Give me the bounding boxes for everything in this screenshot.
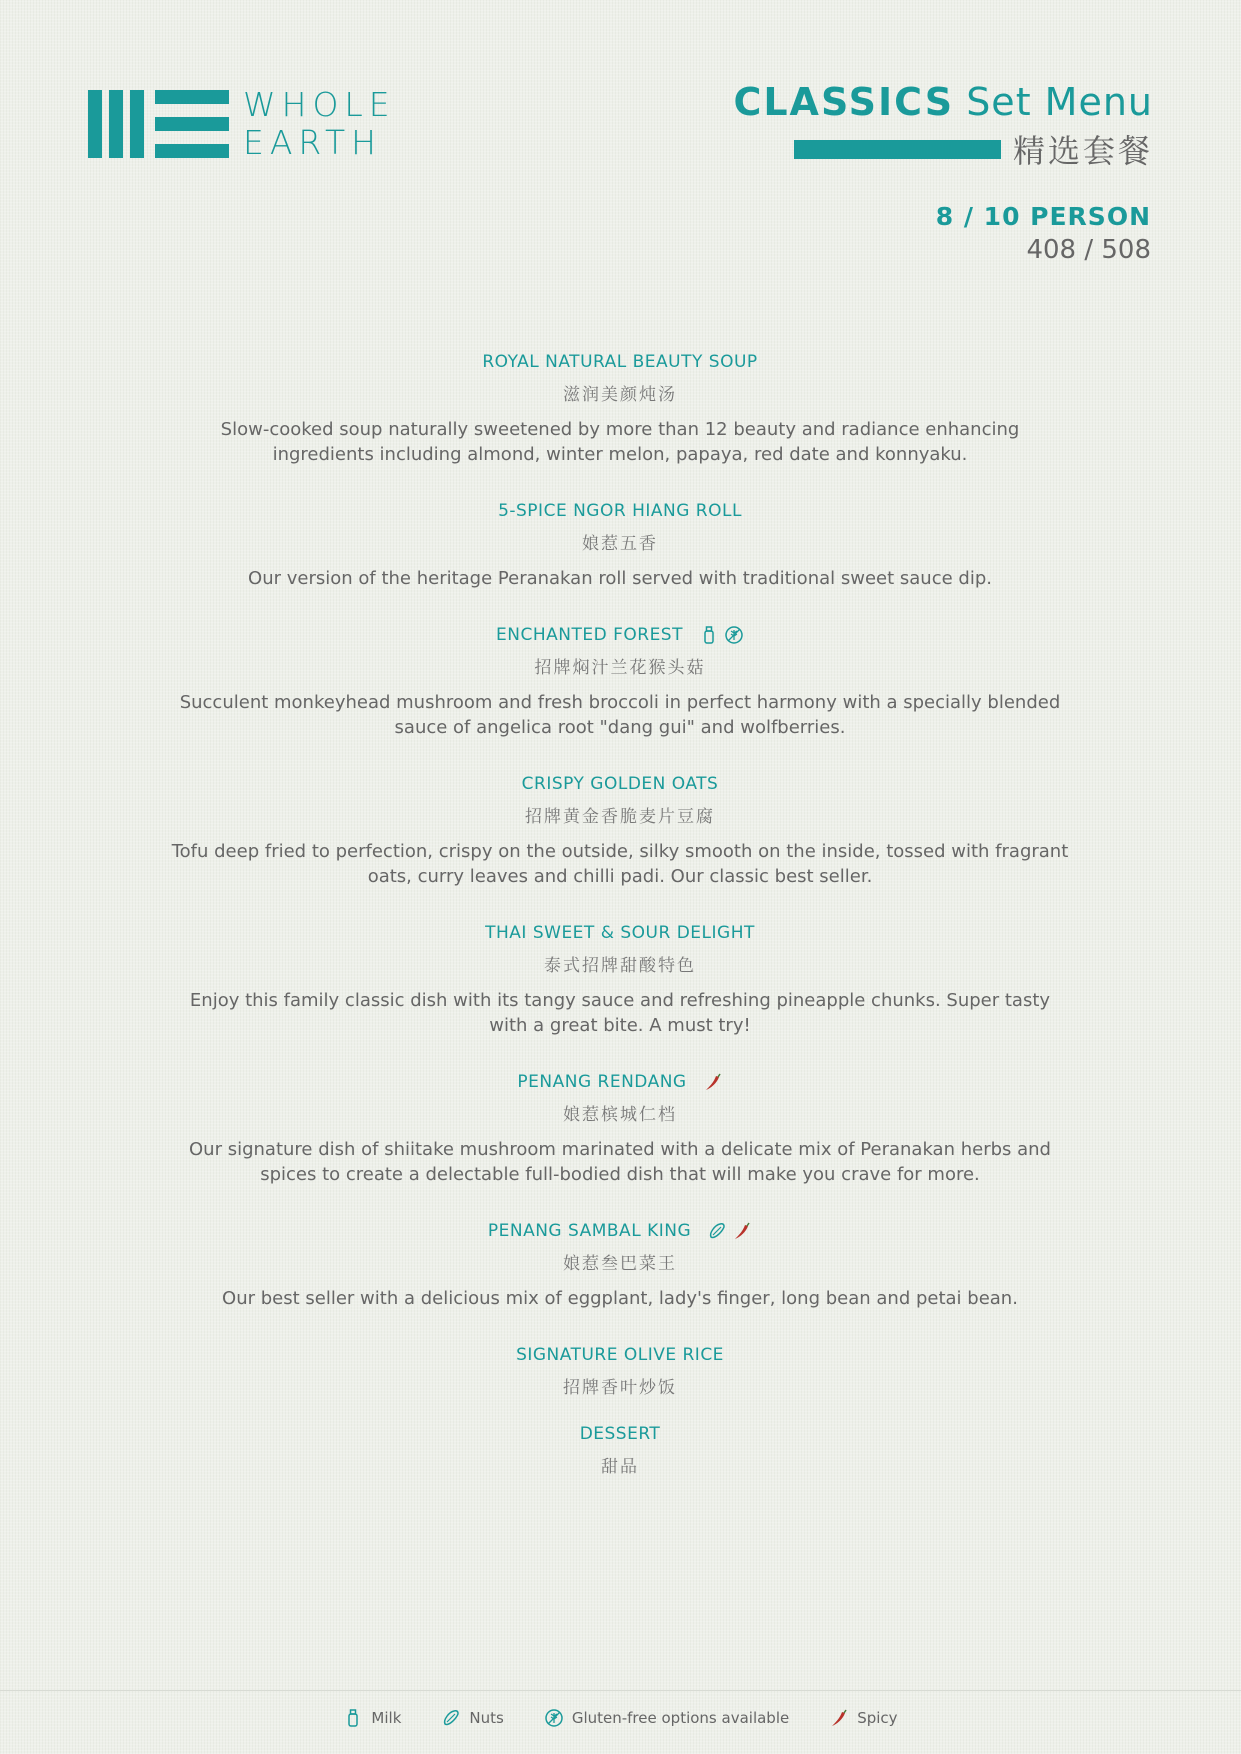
dish-icons <box>707 1221 752 1241</box>
dish-name: THAI SWEET & SOUR DELIGHT <box>485 923 755 943</box>
legend <box>0 1708 1241 1728</box>
brand-line-2: EARTH <box>243 123 382 162</box>
dish-item <box>170 923 1070 1038</box>
dish-name-chinese: 娘惹五香 <box>582 534 658 554</box>
dish-item <box>170 1221 1070 1311</box>
pricing-block <box>936 202 1151 265</box>
legend-milk <box>343 1708 401 1728</box>
spicy-icon <box>732 1221 752 1241</box>
legend-gluten-free <box>544 1708 789 1728</box>
brand-logo <box>88 86 396 162</box>
dish-name-row <box>517 1072 722 1092</box>
legend-nuts-label: Nuts <box>469 1709 504 1727</box>
dish-name-row <box>522 774 719 794</box>
dish-name-row <box>488 1221 752 1241</box>
dish-item <box>170 625 1070 740</box>
brand-wordmark <box>243 86 396 162</box>
dish-description: Enjoy this family classic dish with its tangy sauce and refreshing pineapple chunks. Super tasty with a great bite. A must try! <box>189 990 1051 1036</box>
dish-description: Our signature dish of shiitake mushroom marinated with a delicate mix of Peranakan herbs and spices to create a delectable full-bodied dish that will make you crave for more. <box>189 1139 1051 1185</box>
dish-description: Our version of the heritage Peranakan roll served with traditional sweet sauce dip. <box>248 568 992 589</box>
brand-line-1: WHOLE <box>243 85 396 124</box>
dish-name-chinese: 滋润美颜炖汤 <box>563 385 677 405</box>
gluten-free-icon <box>724 625 744 645</box>
dish-name-row <box>580 1424 661 1444</box>
nuts-icon <box>707 1221 727 1241</box>
dish-description: Tofu deep fried to perfection, crispy on the outside, silky smooth on the inside, tossed with fragrant oats, curry leaves and chilli padi. Our classic best seller. <box>171 841 1069 887</box>
title-underline-bar <box>794 140 1001 159</box>
dish-description: Slow-cooked soup naturally sweetened by more than 12 beauty and radiance enhancing ingredients including almond, winter melon, papaya, red date and konnyaku. <box>220 419 1020 465</box>
spicy-icon <box>703 1072 723 1092</box>
dish-item <box>170 352 1070 467</box>
dish-item <box>170 774 1070 889</box>
legend-gluten-free-label: Gluten-free options available <box>571 1709 790 1727</box>
dish-name-row <box>516 1345 724 1365</box>
dish-name-chinese: 娘惹叁巴菜王 <box>563 1254 677 1274</box>
dish-description: Our best seller with a delicious mix of eggplant, lady's finger, long bean and petai bean. <box>222 1288 1018 1309</box>
legend-spicy <box>829 1708 897 1728</box>
dish-name: PENANG RENDANG <box>517 1072 687 1092</box>
title-strong: CLASSICS <box>733 80 955 124</box>
dish-icons <box>703 1072 723 1092</box>
dish-name-chinese: 招牌焖汁兰花猴头菇 <box>534 658 706 678</box>
legend-milk-label: Milk <box>371 1709 402 1727</box>
dish-name: DESSERT <box>579 1424 661 1444</box>
dish-name-chinese: 招牌黄金香脆麦片豆腐 <box>525 807 715 827</box>
menu-list <box>170 352 1070 1503</box>
dish-name-chinese: 招牌香叶炒饭 <box>563 1378 677 1398</box>
legend-spicy-label: Spicy <box>857 1709 898 1727</box>
dish-name-row <box>482 352 757 372</box>
footer-divider <box>0 1690 1241 1691</box>
dish-item <box>170 1072 1070 1187</box>
dish-name: PENANG SAMBAL KING <box>487 1221 692 1241</box>
dish-icons <box>699 625 744 645</box>
spicy-icon <box>829 1708 849 1728</box>
dish-item <box>170 501 1070 591</box>
dish-name: SIGNATURE OLIVE RICE <box>516 1345 724 1365</box>
dish-name-chinese: 娘惹槟城仁档 <box>563 1105 677 1125</box>
milk-icon <box>699 625 719 645</box>
price-label: 408 / 508 <box>1026 235 1151 265</box>
menu-title <box>733 80 1153 172</box>
dish-name: CRISPY GOLDEN OATS <box>521 774 719 794</box>
dish-name: 5-SPICE NGOR HIANG ROLL <box>498 501 742 521</box>
legend-nuts <box>441 1708 503 1728</box>
gluten-free-icon <box>544 1708 564 1728</box>
title-chinese: 精选套餐 <box>1012 132 1153 170</box>
dish-name-row <box>496 625 744 645</box>
dish-description: Succulent monkeyhead mushroom and fresh broccoli in perfect harmony with a specially blended sauce of angelica root "dang gui" and wolfberries. <box>179 692 1061 738</box>
logo-mark-icon <box>88 90 229 158</box>
persons-label: 8 / 10 PERSON <box>935 202 1151 231</box>
dish-name-row <box>485 923 755 943</box>
title-rest: Set Menu <box>966 80 1153 124</box>
dish-name: ENCHANTED FOREST <box>496 625 683 645</box>
dish-item <box>170 1345 1070 1398</box>
dish-name: ROYAL NATURAL BEAUTY SOUP <box>482 352 758 372</box>
dish-item <box>170 1424 1070 1477</box>
dish-name-chinese: 甜品 <box>601 1457 639 1477</box>
milk-icon <box>343 1708 363 1728</box>
dish-name-chinese: 泰式招牌甜酸特色 <box>544 956 696 976</box>
dish-name-row <box>498 501 742 521</box>
nuts-icon <box>441 1708 461 1728</box>
